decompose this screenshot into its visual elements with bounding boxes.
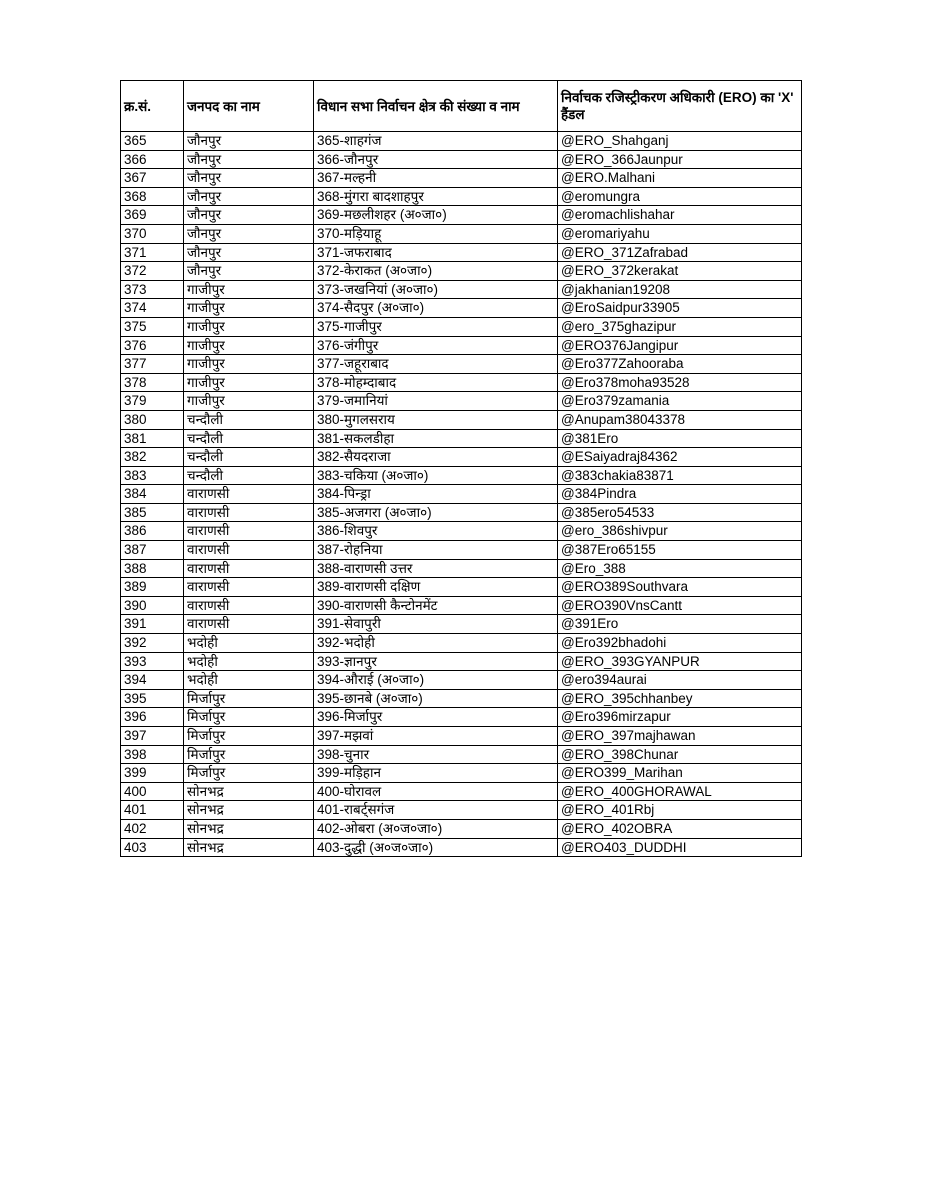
table-row [121,429,802,448]
ero-handle-cell: @ERO_Shahganj [558,132,802,151]
constituency-cell: 375-गाजीपुर [314,317,558,336]
district-cell: गाजीपुर [184,336,314,355]
table-row [121,280,802,299]
table-row [121,503,802,522]
constituency-cell: 368-मुंगरा बादशाहपुर [314,187,558,206]
header-constituency: विधान सभा निर्वाचन क्षेत्र की संख्या व नाम [314,81,558,132]
constituency-cell: 370-मड़ियाहू [314,224,558,243]
header-ero-x-handle: निर्वाचक रजिस्ट्रीकरण अधिकारी (ERO) का 'X' हैंडल [558,81,802,132]
constituency-cell: 403-दुद्धी (अ०ज०जा०) [314,838,558,857]
district-cell: जौनपुर [184,187,314,206]
serial-number-cell: 371 [121,243,184,262]
table-row [121,132,802,151]
ero-handle-cell: @ERO_393GYANPUR [558,652,802,671]
table-row [121,801,802,820]
constituency-cell: 365-शाहगंज [314,132,558,151]
serial-number-cell: 379 [121,392,184,411]
constituency-cell: 367-मल्हनी [314,169,558,188]
constituency-cell: 394-औराई (अ०जा०) [314,671,558,690]
ero-handle-cell: @ESaiyadraj84362 [558,448,802,467]
ero-handle-cell: @ero_375ghazipur [558,317,802,336]
district-cell: सोनभद्र [184,819,314,838]
ero-handle-cell: @ERO_395chhanbey [558,689,802,708]
serial-number-cell: 389 [121,578,184,597]
ero-handle-cell: @eromungra [558,187,802,206]
district-cell: जौनपुर [184,206,314,225]
header-district-name: जनपद का नाम [184,81,314,132]
table-row [121,150,802,169]
district-cell: मिर्जापुर [184,689,314,708]
serial-number-cell: 365 [121,132,184,151]
district-cell: वाराणसी [184,485,314,504]
ero-handle-cell: @eromachlishahar [558,206,802,225]
table-row [121,727,802,746]
district-cell: वाराणसी [184,596,314,615]
constituency-cell: 378-मोहम्दाबाद [314,373,558,392]
constituency-cell: 386-शिवपुर [314,522,558,541]
district-cell: गाजीपुर [184,299,314,318]
district-cell: वाराणसी [184,541,314,560]
table-row [121,596,802,615]
constituency-cell: 369-मछलीशहर (अ०जा०) [314,206,558,225]
ero-handle-cell: @Ero378moha93528 [558,373,802,392]
serial-number-cell: 398 [121,745,184,764]
ero-handle-cell: @ERO389Southvara [558,578,802,597]
constituency-cell: 384-पिन्ड्रा [314,485,558,504]
ero-handle-cell: @ERO_397majhawan [558,727,802,746]
table-row [121,262,802,281]
header-serial-number: क्र.सं. [121,81,184,132]
serial-number-cell: 385 [121,503,184,522]
serial-number-cell: 401 [121,801,184,820]
ero-handle-cell: @ero_386shivpur [558,522,802,541]
table-row [121,541,802,560]
district-cell: भदोही [184,671,314,690]
table-row [121,336,802,355]
ero-handle-cell: @ERO_371Zafrabad [558,243,802,262]
district-cell: मिर्जापुर [184,764,314,783]
serial-number-cell: 368 [121,187,184,206]
district-cell: भदोही [184,634,314,653]
constituency-cell: 392-भदोही [314,634,558,653]
constituency-cell: 401-राबर्ट्सगंज [314,801,558,820]
district-cell: जौनपुर [184,132,314,151]
table-row [121,671,802,690]
table-header-row [121,81,802,132]
constituency-cell: 399-मड़िहान [314,764,558,783]
table-row [121,708,802,727]
serial-number-cell: 381 [121,429,184,448]
table-row [121,652,802,671]
ero-handle-cell: @ero394aurai [558,671,802,690]
ero-handle-cell: @ERO_402OBRA [558,819,802,838]
ero-handle-cell: @Ero_388 [558,559,802,578]
serial-number-cell: 375 [121,317,184,336]
table-row [121,615,802,634]
serial-number-cell: 397 [121,727,184,746]
ero-handle-cell: @ERO399_Marihan [558,764,802,783]
table-row [121,819,802,838]
table-row [121,373,802,392]
district-cell: जौनपुर [184,150,314,169]
ero-handles-table [120,80,802,857]
constituency-cell: 383-चकिया (अ०जा०) [314,466,558,485]
serial-number-cell: 391 [121,615,184,634]
constituency-cell: 396-मिर्जापुर [314,708,558,727]
district-cell: मिर्जापुर [184,745,314,764]
district-cell: सोनभद्र [184,782,314,801]
table-row [121,559,802,578]
table-row [121,392,802,411]
ero-handle-cell: @jakhanian19208 [558,280,802,299]
table-row [121,485,802,504]
ero-handle-cell: @381Ero [558,429,802,448]
constituency-cell: 382-सैयदराजा [314,448,558,467]
district-cell: वाराणसी [184,503,314,522]
serial-number-cell: 393 [121,652,184,671]
district-cell: चन्दौली [184,466,314,485]
district-cell: जौनपुर [184,224,314,243]
district-cell: जौनपुर [184,262,314,281]
table-row [121,689,802,708]
constituency-cell: 391-सेवापुरी [314,615,558,634]
ero-handle-cell: @ERO_366Jaunpur [558,150,802,169]
serial-number-cell: 388 [121,559,184,578]
serial-number-cell: 373 [121,280,184,299]
serial-number-cell: 394 [121,671,184,690]
ero-handle-cell: @ERO.Malhani [558,169,802,188]
district-cell: वाराणसी [184,559,314,578]
table-row [121,206,802,225]
district-cell: सोनभद्र [184,838,314,857]
serial-number-cell: 370 [121,224,184,243]
district-cell: चन्दौली [184,448,314,467]
table-row [121,634,802,653]
constituency-cell: 400-घोरावल [314,782,558,801]
serial-number-cell: 382 [121,448,184,467]
ero-handle-cell: @ERO_398Chunar [558,745,802,764]
district-cell: मिर्जापुर [184,708,314,727]
table-row [121,187,802,206]
table-row [121,410,802,429]
constituency-cell: 371-जफराबाद [314,243,558,262]
table-row [121,578,802,597]
constituency-cell: 380-मुगलसराय [314,410,558,429]
serial-number-cell: 384 [121,485,184,504]
ero-handle-cell: @ERO_372kerakat [558,262,802,281]
serial-number-cell: 396 [121,708,184,727]
district-cell: चन्दौली [184,429,314,448]
district-cell: सोनभद्र [184,801,314,820]
district-cell: गाजीपुर [184,392,314,411]
constituency-cell: 387-रोहनिया [314,541,558,560]
constituency-cell: 395-छानबे (अ०जा०) [314,689,558,708]
ero-handle-cell: @383chakia83871 [558,466,802,485]
district-cell: वाराणसी [184,578,314,597]
district-cell: जौनपुर [184,243,314,262]
serial-number-cell: 376 [121,336,184,355]
serial-number-cell: 372 [121,262,184,281]
table-row [121,448,802,467]
district-cell: गाजीपुर [184,373,314,392]
constituency-cell: 397-मझवां [314,727,558,746]
serial-number-cell: 367 [121,169,184,188]
serial-number-cell: 402 [121,819,184,838]
serial-number-cell: 400 [121,782,184,801]
constituency-cell: 372-केराकत (अ०जा०) [314,262,558,281]
ero-handle-cell: @384Pindra [558,485,802,504]
table-row [121,299,802,318]
constituency-cell: 385-अजगरा (अ०जा०) [314,503,558,522]
constituency-cell: 389-वाराणसी दक्षिण [314,578,558,597]
table-row [121,522,802,541]
constituency-cell: 377-जहूराबाद [314,355,558,374]
table-row [121,466,802,485]
serial-number-cell: 395 [121,689,184,708]
district-cell: गाजीपुर [184,280,314,299]
serial-number-cell: 386 [121,522,184,541]
ero-handle-cell: @EroSaidpur33905 [558,299,802,318]
table-row [121,745,802,764]
district-cell: जौनपुर [184,169,314,188]
constituency-cell: 376-जंगीपुर [314,336,558,355]
constituency-cell: 393-ज्ञानपुर [314,652,558,671]
table-row [121,838,802,857]
ero-handle-cell: @ERO390VnsCantt [558,596,802,615]
serial-number-cell: 392 [121,634,184,653]
ero-handle-cell: @Ero379zamania [558,392,802,411]
ero-handle-cell: @Ero392bhadohi [558,634,802,653]
table-row [121,782,802,801]
serial-number-cell: 369 [121,206,184,225]
ero-handle-cell: @385ero54533 [558,503,802,522]
constituency-cell: 374-सैदपुर (अ०जा०) [314,299,558,318]
ero-handle-cell: @ERO376Jangipur [558,336,802,355]
constituency-cell: 366-जौनपुर [314,150,558,169]
serial-number-cell: 383 [121,466,184,485]
ero-handle-cell: @eromariyahu [558,224,802,243]
table-row [121,243,802,262]
ero-handle-cell: @387Ero65155 [558,541,802,560]
serial-number-cell: 390 [121,596,184,615]
constituency-cell: 381-सकलडीहा [314,429,558,448]
constituency-cell: 402-ओबरा (अ०ज०जा०) [314,819,558,838]
serial-number-cell: 366 [121,150,184,169]
ero-handle-cell: @ERO_401Rbj [558,801,802,820]
table-row [121,355,802,374]
constituency-cell: 379-जमानियां [314,392,558,411]
district-cell: मिर्जापुर [184,727,314,746]
table-row [121,169,802,188]
district-cell: वाराणसी [184,522,314,541]
constituency-cell: 373-जखनियां (अ०जा०) [314,280,558,299]
serial-number-cell: 380 [121,410,184,429]
ero-handle-cell: @Anupam38043378 [558,410,802,429]
ero-handle-cell: @Ero377Zahooraba [558,355,802,374]
table-row [121,317,802,336]
constituency-cell: 398-चुनार [314,745,558,764]
table-body [121,132,802,857]
district-cell: गाजीपुर [184,355,314,374]
ero-handle-cell: @Ero396mirzapur [558,708,802,727]
constituency-cell: 388-वाराणसी उत्तर [314,559,558,578]
serial-number-cell: 399 [121,764,184,783]
district-cell: भदोही [184,652,314,671]
table-row [121,764,802,783]
district-cell: गाजीपुर [184,317,314,336]
ero-handle-cell: @ERO403_DUDDHI [558,838,802,857]
serial-number-cell: 374 [121,299,184,318]
district-cell: चन्दौली [184,410,314,429]
serial-number-cell: 387 [121,541,184,560]
ero-handle-cell: @391Ero [558,615,802,634]
serial-number-cell: 378 [121,373,184,392]
ero-handle-cell: @ERO_400GHORAWAL [558,782,802,801]
table-row [121,224,802,243]
district-cell: वाराणसी [184,615,314,634]
serial-number-cell: 403 [121,838,184,857]
serial-number-cell: 377 [121,355,184,374]
constituency-cell: 390-वाराणसी कैन्टोनमेंट [314,596,558,615]
